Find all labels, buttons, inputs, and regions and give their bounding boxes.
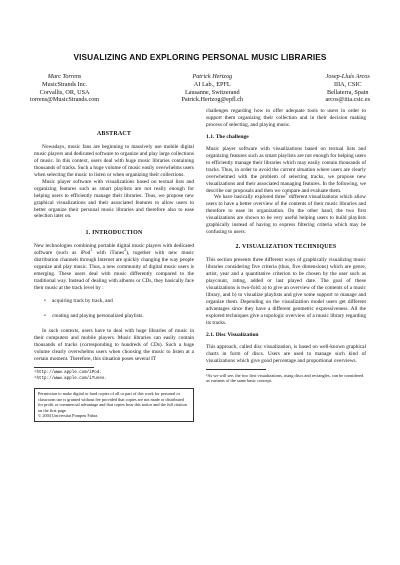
author-2	[181, 73, 243, 104]
author-email[interactable]: torrens@MusicStrands.com	[30, 96, 100, 104]
left-column	[34, 127, 194, 422]
author-location: Bellaterra, Spain	[326, 88, 369, 96]
footnote-ref-3: 3	[285, 192, 288, 197]
copyright-text: © 2004 Universitat Pompeu Fabra.	[38, 413, 99, 419]
author-name: Patrick Hertzog	[192, 73, 233, 80]
intro-text-c: ), together with new music distribution channels through Internet are quickly changing the way people organize and play music. Thus, a new community of digital music users is emerging. These users deal with music differently compared to the traditional way. Instead of dealing with albums or CDs, they basically face their music at the track level by :	[34, 250, 195, 292]
bullet-list	[46, 298, 194, 320]
bullet-item: • creating and playing personalized playlists.	[46, 313, 194, 320]
intro-paragraph-1	[34, 243, 194, 292]
permission-box	[34, 388, 194, 422]
challenge-paragraph-2	[206, 194, 366, 236]
author-affiliation: IIIA, CSIC	[333, 80, 362, 88]
abstract-heading: ABSTRACT	[96, 131, 132, 137]
permission-text: Permission to make digital or hard copies of all or part of this work for personal or classroom use is granted without fee provided that copies are not made or distributed for profit or commercial advantage and that copies bear this notice and the full citation on the first page.	[38, 391, 187, 413]
viz-heading: 2. VISUALIZATION TECHNIQUES	[235, 244, 337, 251]
intro-paragraph-2: In such contexts, users have to deal with huge libraries of music in their computers and mobile players. Music libraries can easily contain thousands of tracks (corresponding to hundreds of CDs). Such a huge volume clearly overwhelms users when choosing the music to listen at a certain moment. Therefore, this situation poses several IT	[34, 327, 194, 362]
author-affiliation: AI Lab., EPFL	[193, 80, 231, 88]
challenge-text-a: We have basically explored three	[214, 194, 286, 201]
author-location: Corvallis, OR, USA	[39, 88, 90, 96]
viz-paragraph-1: This section presents three different ways of graphically visualizing music libraries considering five criteria (thus, five dimensions) which are genre, artist, year and a quantitative criterion to be chosen by the user such as playcount, rating, added or last played date. The goal of these visualizations is two-fold: a) to give an overview of the contents of a music library, and b) to visualize playlists and give some support to manage and organize them. Depending on the visualization model users get different advantages since they have a different geometric expressiveness. All the explored techniques give a topologic overview of a music library regarding its tracks.	[206, 257, 366, 326]
footnote-rule	[34, 367, 94, 368]
author-email[interactable]: Patrick.Hertzog@epfl.ch	[181, 96, 244, 104]
footnote-ref-1: 1	[90, 248, 93, 253]
footnote-1[interactable]: ¹http://www.apple.com/iPod.	[34, 370, 102, 375]
bullet-item: • acquiring track by track, and	[46, 298, 194, 305]
intro-text-a: New technologies combining portable digital music players with dedicated software (such as iPod	[34, 243, 194, 257]
paper-title: VISUALIZING AND EXPLORING PERSONAL MUSIC LIBRARIES	[73, 52, 327, 62]
author-affiliation: MusicStrands Inc.	[42, 80, 88, 88]
intro-heading: 1. INTRODUCTION	[85, 230, 143, 237]
footnote-ref-2: 2	[124, 248, 127, 253]
author-email[interactable]: arcos@iiia.csic.es	[325, 96, 370, 104]
continued-paragraph: challenges regarding how to offer adequate tools to users in order to support them organizing their collection and in their decision making process of selecting, and playing music.	[206, 108, 366, 128]
footnote-3: ³As we will see, the two first visualizations, using discs and rectangles, can be considered as variants of the same basic concept.	[206, 372, 364, 384]
intro-text-b: with iTunes	[92, 250, 125, 257]
challenge-heading: 1.1. The challenge	[206, 133, 249, 140]
disc-heading: 2.1. Disc Visualization	[206, 331, 259, 338]
author-name: Josep-Lluís Arcos	[325, 73, 370, 80]
author-location: Lausanne, Switzerand	[184, 88, 240, 96]
author-1	[30, 73, 99, 104]
abstract-paragraph-1: Nowadays, music fans are beginning to massively use mobile digital music players and dedicated software to organize and play large collections of music. In this context, users deal with huge music libraries containing thousands of tracks. Such a huge volume of music easily overwhelms users when selecting the music to listen or when organizing their collections.	[34, 143, 194, 178]
challenge-text-b: different visualizations which allow users to have a better overview of the contents of their music libraries and therefore to ease its organization. On the other hand, the two first visualizations are shown to be very useful helping users to build playlists graphically instead of having to express filtering criteria which may be confusing to users.	[206, 194, 367, 236]
abstract-paragraph-2: Music player software with visualizations based on textual lists and organizing features such as smart playlists are not really enough for helping users to efficiently manage their libraries. Thus, we propose new graphical visualizations and their associated features to allow users to better organize their personal music libraries and therefore also to ease selection later on.	[34, 178, 194, 220]
author-block	[30, 73, 370, 104]
challenge-paragraph-1: Music player software with visualizations based on textual lists and organizing features such as smart playlists are not enough for helping users to efficiently manage their libraries which may easily contain thousands of tracks. Thus, in order to avoid the current situation where users are clearly overwhelmed with the problem of selecting tracks, we propose new visualizations and their associated managing features. In the following, we describe our proposals and then we compare and evaluate them.	[206, 145, 366, 194]
footnote-rule	[206, 369, 266, 370]
right-column	[206, 108, 366, 384]
footnote-2[interactable]: ²http://www.apple.com/iTunes.	[34, 376, 107, 381]
disc-paragraph-1: This approach, called disc visualization, is based on well-known graphical charts in form of discs. Users are used to manage such kind of visualizations which give good percentage and proportional overviews.	[206, 343, 366, 364]
author-3	[325, 73, 370, 104]
author-name: Marc Torrens	[47, 73, 82, 80]
